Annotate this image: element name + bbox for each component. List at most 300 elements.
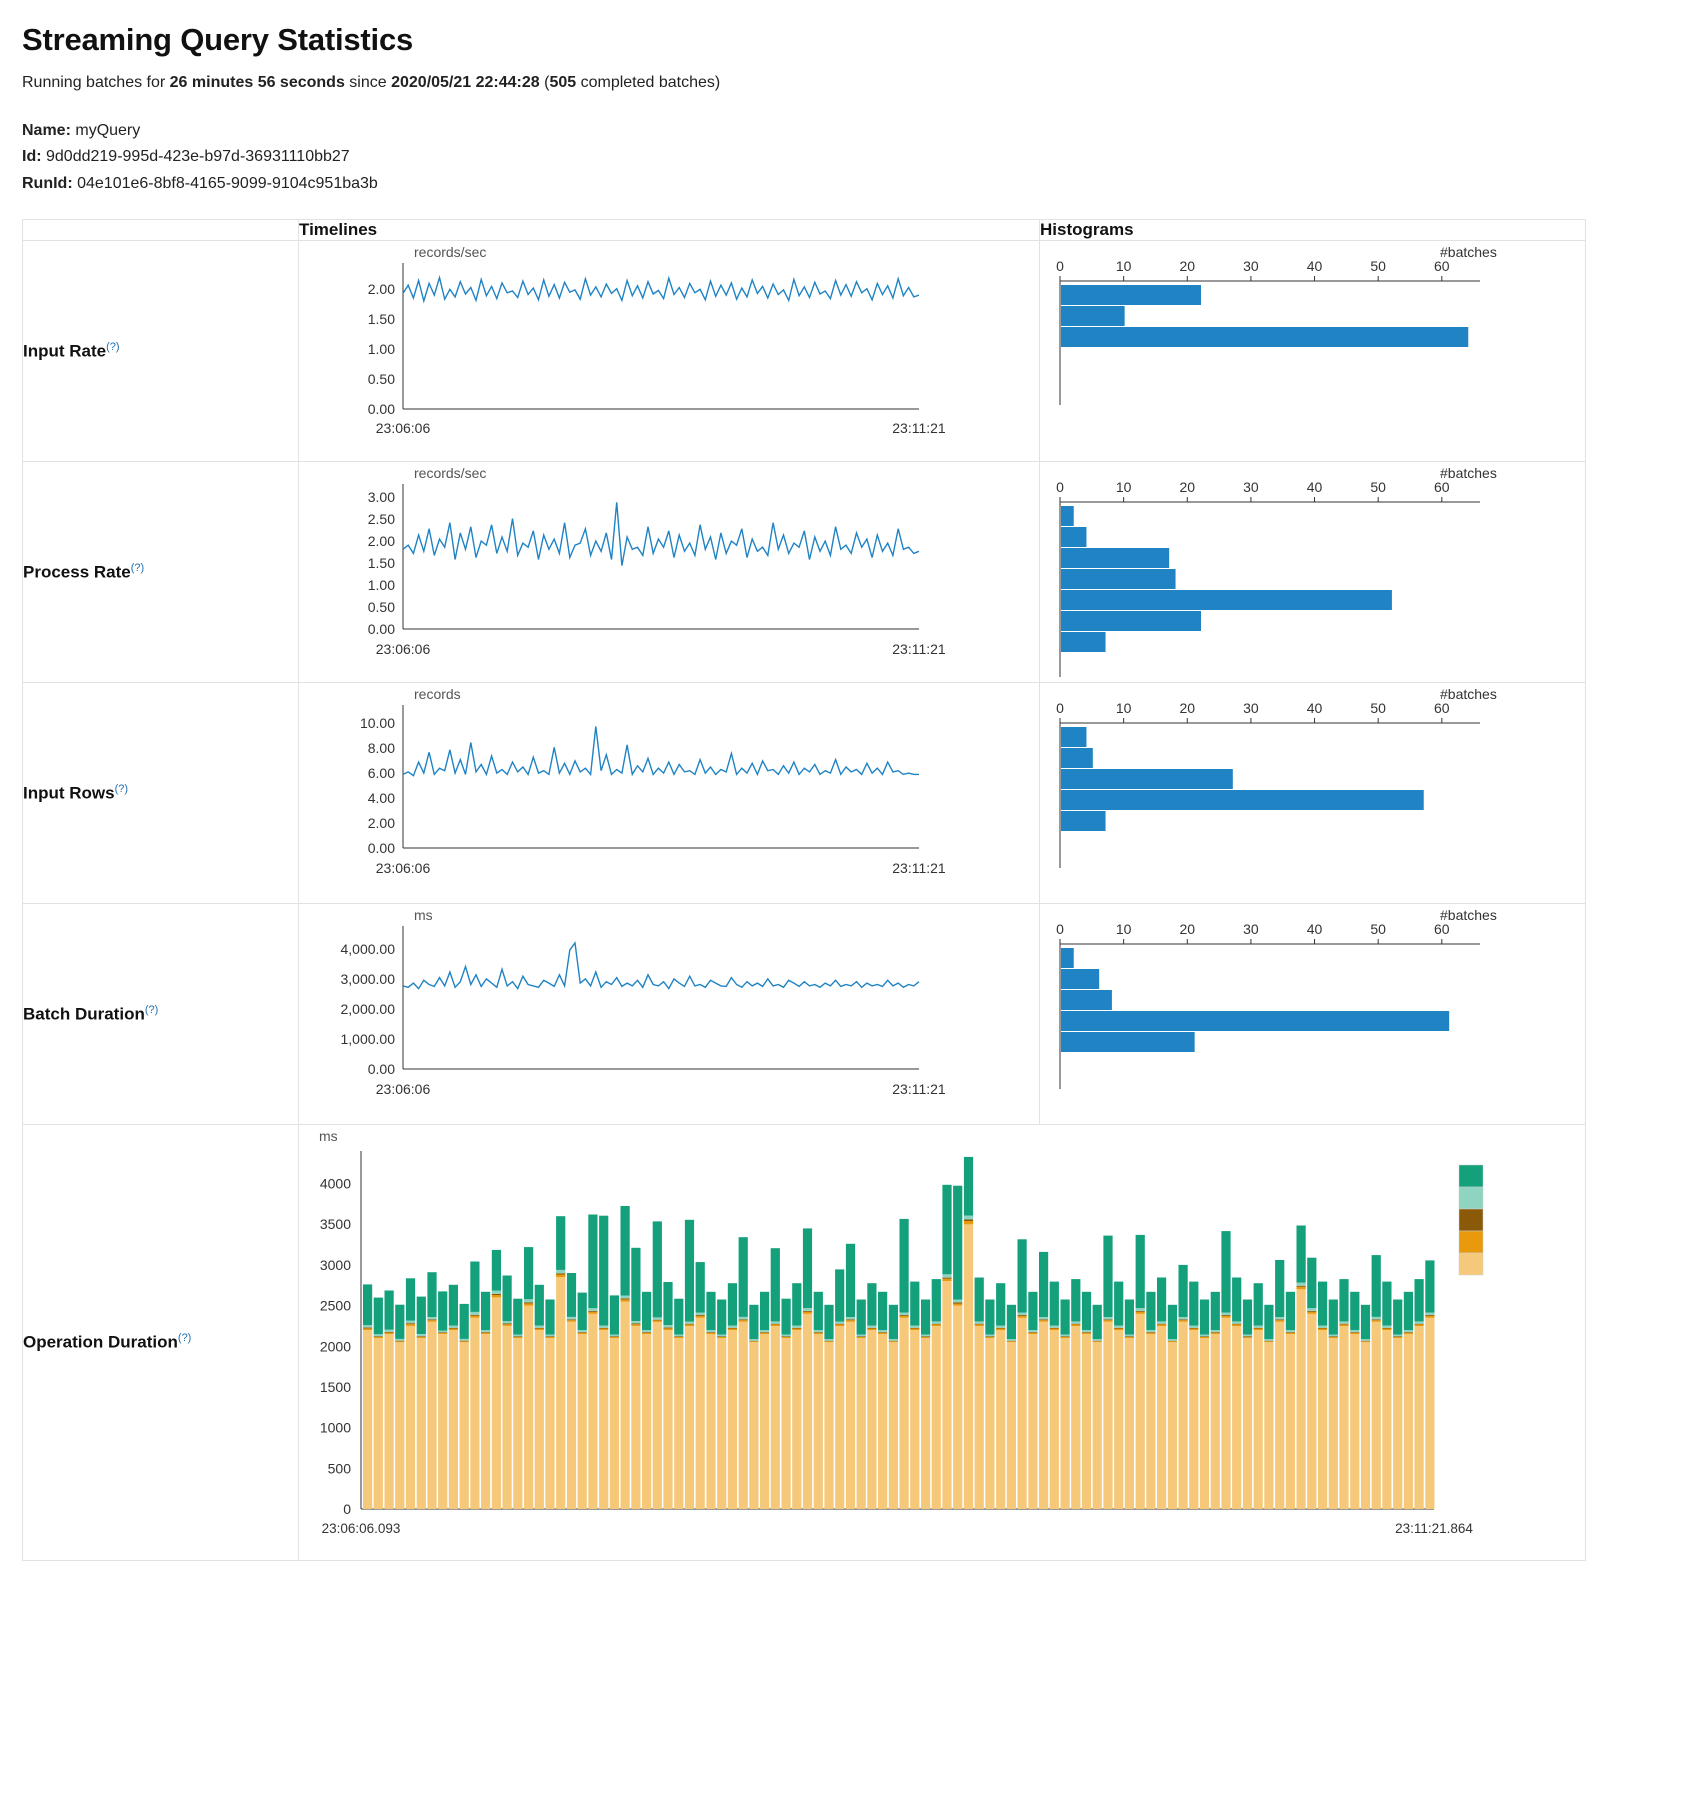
stacked-bar-segment bbox=[985, 1335, 994, 1337]
stacked-bar-segment bbox=[739, 1320, 748, 1322]
stacked-bar-segment bbox=[535, 1285, 544, 1326]
batch-duration-y-unit: ms bbox=[414, 907, 433, 924]
hist-bar bbox=[1061, 969, 1099, 989]
hist-tick-label: 60 bbox=[1434, 258, 1450, 275]
stacked-bar-segment bbox=[1179, 1265, 1188, 1317]
stacked-bar-segment bbox=[503, 1324, 512, 1325]
stacked-bar-segment bbox=[1028, 1292, 1037, 1330]
stacked-bar-segment bbox=[1221, 1318, 1230, 1509]
stacked-bar-segment bbox=[910, 1282, 919, 1326]
stacked-bar-segment bbox=[1264, 1341, 1273, 1342]
stacked-bar-segment bbox=[621, 1302, 630, 1510]
stacked-bar-segment bbox=[395, 1341, 404, 1342]
stacked-bar-segment bbox=[1114, 1330, 1123, 1509]
stacked-bar-segment bbox=[706, 1292, 715, 1330]
stacked-bar-segment bbox=[417, 1336, 426, 1337]
stacked-bar-segment bbox=[953, 1303, 962, 1304]
stacked-bar-segment bbox=[1071, 1279, 1080, 1321]
stacked-bar-segment bbox=[363, 1328, 372, 1329]
row-label-text: Input Rate bbox=[23, 341, 107, 361]
stacked-bar-segment bbox=[1297, 1286, 1306, 1287]
stacked-bar-segment bbox=[964, 1221, 973, 1224]
stacked-bar-segment bbox=[1254, 1330, 1263, 1509]
query-metadata bbox=[22, 118, 1671, 197]
cell-input-rows-timeline bbox=[299, 683, 1040, 904]
stacked-bar-segment bbox=[1404, 1330, 1413, 1332]
stacked-bar-segment bbox=[599, 1216, 608, 1326]
stacked-bar-segment bbox=[760, 1330, 769, 1332]
stacked-bar-segment bbox=[749, 1339, 758, 1341]
stacked-bar-segment bbox=[621, 1300, 630, 1302]
xtick-start: 23:06:06 bbox=[375, 420, 431, 437]
stacked-bar-segment bbox=[953, 1186, 962, 1300]
stacked-bar-segment bbox=[427, 1317, 436, 1319]
stacked-bar-segment bbox=[503, 1326, 512, 1509]
stacked-bar-segment bbox=[803, 1308, 812, 1311]
stacked-bar-segment bbox=[782, 1335, 791, 1337]
stacked-bar-segment bbox=[427, 1322, 436, 1509]
stacked-bar-segment bbox=[803, 1312, 812, 1314]
stacked-bar-segment bbox=[1211, 1332, 1220, 1333]
stacked-bar-segment bbox=[653, 1321, 662, 1323]
meta-runid-row bbox=[22, 171, 1671, 197]
stacked-bar-segment bbox=[588, 1312, 597, 1314]
stacked-bar-segment bbox=[642, 1332, 651, 1333]
stacked-bar-segment bbox=[975, 1326, 984, 1509]
hist-bar bbox=[1061, 769, 1233, 789]
stacked-bar-segment bbox=[1157, 1322, 1166, 1324]
ytick: 4000 bbox=[319, 1175, 351, 1192]
stacked-bar-segment bbox=[363, 1329, 372, 1331]
stacked-bar-segment bbox=[535, 1330, 544, 1509]
stacked-bar-segment bbox=[470, 1262, 479, 1312]
stacked-bar-segment bbox=[1307, 1308, 1316, 1311]
hist-tick-label: 0 bbox=[1056, 921, 1064, 938]
stacked-bar-segment bbox=[996, 1283, 1005, 1325]
stacked-bar-segment bbox=[685, 1326, 694, 1509]
legend-swatch[interactable] bbox=[1459, 1165, 1483, 1187]
stacked-bar-segment bbox=[910, 1328, 919, 1329]
ytick: 2500 bbox=[319, 1297, 351, 1314]
stacked-bar-segment bbox=[760, 1332, 769, 1333]
cell-input-rate-timeline bbox=[299, 241, 1040, 462]
ytick: 8.00 bbox=[367, 740, 395, 757]
hist-tick-label: 50 bbox=[1370, 479, 1386, 496]
stacked-bar-segment bbox=[1307, 1311, 1316, 1312]
stacked-bar-segment bbox=[1061, 1335, 1070, 1337]
stacked-bar-segment bbox=[631, 1248, 640, 1321]
legend-swatch[interactable] bbox=[1459, 1231, 1483, 1253]
stacked-bar-segment bbox=[739, 1237, 748, 1317]
stacked-bar-segment bbox=[1061, 1337, 1070, 1338]
stacked-bar-segment bbox=[900, 1313, 909, 1316]
stacked-bar-segment bbox=[599, 1328, 608, 1329]
stacked-bar-segment bbox=[1039, 1322, 1048, 1509]
operation-duration-wrap bbox=[299, 1125, 1585, 1560]
stacked-bar-segment bbox=[1232, 1322, 1241, 1324]
stacked-bar-segment bbox=[814, 1292, 823, 1330]
stacked-bar-segment bbox=[1254, 1283, 1263, 1325]
hist-tick-label: 40 bbox=[1306, 921, 1323, 938]
legend-swatch[interactable] bbox=[1459, 1253, 1483, 1275]
stacked-bar-segment bbox=[610, 1338, 619, 1509]
xtick-start: 23:06:06 bbox=[375, 1081, 431, 1098]
operation-duration-bars bbox=[363, 1157, 1435, 1509]
stacked-bar-segment bbox=[545, 1337, 554, 1338]
legend-swatch[interactable] bbox=[1459, 1187, 1483, 1209]
stacked-bar-segment bbox=[985, 1338, 994, 1509]
stacked-bar-segment bbox=[1125, 1300, 1134, 1335]
stacked-bar-segment bbox=[1350, 1333, 1359, 1334]
stacked-bar-segment bbox=[1243, 1300, 1252, 1335]
stacked-bar-segment bbox=[867, 1283, 876, 1325]
row-label-text: Batch Duration bbox=[23, 1004, 145, 1024]
stacked-bar-segment bbox=[503, 1276, 512, 1322]
stacked-bar-segment bbox=[599, 1330, 608, 1509]
stacked-bar-segment bbox=[1189, 1282, 1198, 1326]
stacked-bar-segment bbox=[857, 1338, 866, 1509]
stacked-bar-segment bbox=[1136, 1314, 1145, 1509]
stacked-bar-segment bbox=[996, 1329, 1005, 1331]
stacked-bar-segment bbox=[975, 1324, 984, 1325]
stacked-bar-segment bbox=[1393, 1300, 1402, 1335]
stacked-bar-segment bbox=[1372, 1317, 1381, 1319]
stacked-bar-segment bbox=[417, 1297, 426, 1334]
stacked-bar-segment bbox=[1114, 1328, 1123, 1329]
stacked-bar-segment bbox=[578, 1332, 587, 1333]
stacked-bar-segment bbox=[717, 1335, 726, 1337]
stacked-bar-segment bbox=[1071, 1322, 1080, 1324]
header-timelines: Timelines bbox=[299, 220, 1040, 241]
stacked-bar-segment bbox=[814, 1330, 823, 1332]
cell-operation-duration bbox=[299, 1125, 1586, 1561]
stacked-bar-segment bbox=[1425, 1313, 1434, 1316]
stacked-bar-segment bbox=[1404, 1332, 1413, 1333]
hist-bar bbox=[1061, 527, 1086, 547]
hist-tick-label: 0 bbox=[1056, 258, 1064, 275]
stacked-bar-segment bbox=[932, 1325, 941, 1327]
stacked-bar-segment bbox=[503, 1321, 512, 1323]
stacked-bar-segment bbox=[470, 1318, 479, 1509]
row-label-batch-duration bbox=[23, 904, 299, 1125]
stacked-bar-segment bbox=[1082, 1334, 1091, 1509]
stacked-bar-segment bbox=[631, 1321, 640, 1323]
stacked-bar-segment bbox=[889, 1339, 898, 1341]
stacked-bar-segment bbox=[1082, 1292, 1091, 1330]
stacked-bar-segment bbox=[663, 1330, 672, 1509]
stacked-bar-segment bbox=[835, 1270, 844, 1322]
stacked-bar-segment bbox=[1189, 1330, 1198, 1509]
stacked-bar-segment bbox=[363, 1285, 372, 1326]
stacked-bar-segment bbox=[1189, 1329, 1198, 1331]
process-rate-timeline-chart bbox=[299, 462, 999, 677]
stacked-bar-segment bbox=[1050, 1328, 1059, 1329]
process-rate-timeline bbox=[403, 502, 919, 565]
stacked-bar-segment bbox=[524, 1306, 533, 1509]
stacked-bar-segment bbox=[824, 1305, 833, 1339]
stacked-bar-segment bbox=[1275, 1320, 1284, 1321]
stacked-bar-segment bbox=[417, 1334, 426, 1336]
stacked-bar-segment bbox=[975, 1325, 984, 1327]
hist-bar bbox=[1061, 327, 1468, 347]
stacked-bar-segment bbox=[1136, 1312, 1145, 1314]
stacked-bar-segment bbox=[1136, 1308, 1145, 1311]
hist-bar bbox=[1061, 632, 1106, 652]
stacked-bar-segment bbox=[846, 1320, 855, 1321]
xtick-end: 23:11:21 bbox=[892, 860, 946, 877]
stacked-bar-segment bbox=[406, 1278, 415, 1320]
row-label-operation-duration bbox=[23, 1125, 299, 1561]
stacked-bar-segment bbox=[771, 1325, 780, 1327]
table-row bbox=[23, 904, 1586, 1125]
stacked-bar-segment bbox=[900, 1318, 909, 1509]
stacked-bar-segment bbox=[481, 1333, 490, 1334]
stacked-bar-segment bbox=[503, 1324, 512, 1326]
stacked-bar-segment bbox=[1415, 1279, 1424, 1321]
stacked-bar-segment bbox=[374, 1298, 383, 1335]
statistics-table bbox=[22, 219, 1586, 1561]
stacked-bar-segment bbox=[867, 1329, 876, 1331]
stacked-bar-segment bbox=[599, 1329, 608, 1331]
stacked-bar-segment bbox=[749, 1305, 758, 1339]
hist-bar bbox=[1061, 1011, 1449, 1031]
stacked-bar-segment bbox=[878, 1330, 887, 1332]
stacked-bar-segment bbox=[996, 1328, 1005, 1329]
stacked-bar-segment bbox=[1425, 1315, 1434, 1316]
cell-process-rate-histogram bbox=[1040, 462, 1586, 683]
stacked-bar-segment bbox=[1297, 1287, 1306, 1289]
operation-duration-y-unit: ms bbox=[319, 1128, 338, 1145]
stacked-bar-segment bbox=[1168, 1339, 1177, 1341]
hist-tick-label: 30 bbox=[1243, 258, 1259, 275]
stacked-bar-segment bbox=[524, 1299, 533, 1302]
stacked-bar-segment bbox=[1179, 1320, 1188, 1321]
stacked-bar-segment bbox=[578, 1333, 587, 1334]
hist-bar bbox=[1061, 1032, 1195, 1052]
stacked-bar-segment bbox=[824, 1342, 833, 1509]
stacked-bar-segment bbox=[964, 1220, 973, 1222]
stacked-bar-segment bbox=[1254, 1329, 1263, 1331]
hist-tick-label: 50 bbox=[1370, 258, 1386, 275]
stacked-bar-segment bbox=[1221, 1313, 1230, 1316]
stacked-bar-segment bbox=[556, 1216, 565, 1270]
stacked-bar-segment bbox=[1393, 1337, 1402, 1338]
stacked-bar-segment bbox=[921, 1335, 930, 1337]
ytick: 1.50 bbox=[367, 555, 395, 572]
stacked-bar-segment bbox=[1232, 1278, 1241, 1322]
stacked-bar-segment bbox=[470, 1312, 479, 1315]
stacked-bar-segment bbox=[835, 1324, 844, 1325]
stacked-bar-segment bbox=[824, 1341, 833, 1342]
stacked-bar-segment bbox=[889, 1305, 898, 1339]
ytick: 2.00 bbox=[367, 281, 395, 298]
stacked-bar-segment bbox=[685, 1322, 694, 1324]
stacked-bar-segment bbox=[1425, 1316, 1434, 1318]
stacked-bar-segment bbox=[1061, 1338, 1070, 1509]
stacked-bar-segment bbox=[1404, 1333, 1413, 1334]
stacked-bar-segment bbox=[1093, 1305, 1102, 1339]
stacked-bar-segment bbox=[867, 1326, 876, 1328]
hist-tick-label: 20 bbox=[1179, 700, 1196, 717]
stacked-bar-segment bbox=[481, 1330, 490, 1332]
stacked-bar-segment bbox=[824, 1339, 833, 1341]
stacked-bar-segment bbox=[782, 1338, 791, 1509]
hist-bar bbox=[1061, 790, 1424, 810]
stacked-bar-segment bbox=[867, 1330, 876, 1509]
stacked-bar-segment bbox=[674, 1337, 683, 1338]
stacked-bar-segment bbox=[567, 1320, 576, 1321]
stacked-bar-segment bbox=[1264, 1339, 1273, 1341]
stacked-bar-segment bbox=[1007, 1305, 1016, 1339]
row-label-text: Input Rows bbox=[23, 783, 115, 803]
ytick: 1500 bbox=[319, 1379, 351, 1396]
stacked-bar-segment bbox=[663, 1328, 672, 1329]
stacked-bar-segment bbox=[653, 1322, 662, 1509]
stacked-bar-segment bbox=[395, 1342, 404, 1509]
stacked-bar-segment bbox=[1039, 1320, 1048, 1321]
stacked-bar-segment bbox=[1275, 1322, 1284, 1509]
stacked-bar-segment bbox=[610, 1335, 619, 1337]
table-header-row bbox=[23, 220, 1586, 241]
stacked-bar-segment bbox=[588, 1311, 597, 1312]
stacked-bar-segment bbox=[1254, 1328, 1263, 1329]
stacked-bar-segment bbox=[878, 1332, 887, 1333]
ytick: 2000 bbox=[319, 1338, 351, 1355]
batch-duration-timeline-chart bbox=[299, 904, 999, 1119]
stacked-bar-segment bbox=[921, 1337, 930, 1338]
stacked-bar-segment bbox=[1179, 1322, 1188, 1509]
xtick-start: 23:06:06 bbox=[375, 860, 431, 877]
stacked-bar-segment bbox=[449, 1330, 458, 1509]
page-title: Streaming Query Statistics bbox=[22, 22, 414, 57]
stacked-bar-segment bbox=[1361, 1339, 1370, 1341]
stacked-bar-segment bbox=[1157, 1326, 1166, 1509]
stacked-bar-segment bbox=[460, 1341, 469, 1342]
stacked-bar-segment bbox=[1286, 1292, 1295, 1330]
stacked-bar-segment bbox=[696, 1313, 705, 1316]
stacked-bar-segment bbox=[1050, 1326, 1059, 1328]
stacked-bar-segment bbox=[1103, 1317, 1112, 1319]
cell-input-rate-histogram bbox=[1040, 241, 1586, 462]
hist-bar bbox=[1061, 548, 1169, 568]
stacked-bar-segment bbox=[385, 1334, 394, 1509]
row-label-text: Operation Duration bbox=[23, 1333, 178, 1352]
help-icon[interactable]: (?) bbox=[177, 1332, 192, 1345]
ytick: 1,000.00 bbox=[340, 1031, 395, 1048]
table-row bbox=[23, 683, 1586, 904]
stacked-bar-segment bbox=[1018, 1318, 1027, 1509]
stacked-bar-segment bbox=[1093, 1341, 1102, 1342]
stacked-bar-segment bbox=[1318, 1329, 1327, 1331]
stacked-bar-segment bbox=[492, 1298, 501, 1510]
stacked-bar-segment bbox=[1415, 1326, 1424, 1509]
help-icon[interactable]: (?) bbox=[144, 1003, 159, 1016]
stacked-bar-segment bbox=[524, 1303, 533, 1305]
stacked-bar-segment bbox=[696, 1318, 705, 1509]
stacked-bar-segment bbox=[610, 1296, 619, 1335]
stacked-bar-segment bbox=[696, 1316, 705, 1318]
stacked-bar-segment bbox=[1071, 1326, 1080, 1509]
operation-duration-legend[interactable] bbox=[1459, 1165, 1483, 1275]
stacked-bar-segment bbox=[942, 1279, 951, 1281]
stacked-bar-segment bbox=[674, 1338, 683, 1509]
hist-tick-label: 40 bbox=[1306, 479, 1323, 496]
stacked-bar-segment bbox=[1329, 1337, 1338, 1338]
table-row bbox=[23, 1125, 1586, 1561]
ytick: 6.00 bbox=[367, 765, 395, 782]
stacked-bar-segment bbox=[578, 1330, 587, 1332]
stacked-bar-segment bbox=[846, 1322, 855, 1509]
stacked-bar-segment bbox=[438, 1334, 447, 1509]
hist-bar bbox=[1061, 948, 1074, 968]
stacked-bar-segment bbox=[706, 1333, 715, 1334]
stacked-bar-segment bbox=[481, 1334, 490, 1509]
help-icon[interactable]: (?) bbox=[130, 561, 145, 574]
stacked-bar-segment bbox=[685, 1220, 694, 1322]
legend-swatch[interactable] bbox=[1459, 1209, 1483, 1231]
help-icon[interactable]: (?) bbox=[114, 782, 129, 795]
stacked-bar-segment bbox=[1318, 1282, 1327, 1326]
stacked-bar-segment bbox=[1125, 1337, 1134, 1338]
cell-input-rows-histogram bbox=[1040, 683, 1586, 904]
stacked-bar-segment bbox=[1157, 1278, 1166, 1322]
stacked-bar-segment bbox=[427, 1320, 436, 1321]
stacked-bar-segment bbox=[663, 1282, 672, 1325]
stacked-bar-segment bbox=[1146, 1330, 1155, 1332]
stacked-bar-segment bbox=[653, 1222, 662, 1318]
stacked-bar-segment bbox=[363, 1325, 372, 1327]
hist-tick-label: 40 bbox=[1306, 700, 1323, 717]
hist-tick-label: 0 bbox=[1056, 700, 1064, 717]
hist-tick-label: 10 bbox=[1115, 479, 1132, 496]
input-rate-timeline bbox=[403, 278, 919, 301]
stacked-bar-segment bbox=[385, 1332, 394, 1333]
stacked-bar-segment bbox=[674, 1335, 683, 1337]
ytick: 2.00 bbox=[367, 533, 395, 550]
stacked-bar-segment bbox=[674, 1299, 683, 1335]
cell-batch-duration-histogram bbox=[1040, 904, 1586, 1125]
stacked-bar-segment bbox=[1125, 1338, 1134, 1509]
help-icon[interactable]: (?) bbox=[106, 340, 120, 353]
stacked-bar-segment bbox=[1082, 1332, 1091, 1333]
stacked-bar-segment bbox=[460, 1341, 469, 1342]
hist-tick-label: 40 bbox=[1306, 258, 1323, 275]
stacked-bar-segment bbox=[996, 1326, 1005, 1328]
stacked-bar-segment bbox=[1136, 1235, 1145, 1308]
hist-bar bbox=[1061, 506, 1074, 526]
stacked-bar-segment bbox=[792, 1328, 801, 1329]
stacked-bar-segment bbox=[1114, 1282, 1123, 1326]
stacked-bar-segment bbox=[685, 1325, 694, 1327]
stacked-bar-segment bbox=[953, 1300, 962, 1303]
stacked-bar-segment bbox=[1286, 1334, 1295, 1509]
stacked-bar-segment bbox=[921, 1300, 930, 1335]
stacked-bar-segment bbox=[460, 1342, 469, 1509]
stacked-bar-segment bbox=[1146, 1332, 1155, 1333]
stacked-bar-segment bbox=[964, 1224, 973, 1509]
stacked-bar-segment bbox=[1307, 1258, 1316, 1308]
stacked-bar-segment bbox=[1200, 1338, 1209, 1509]
xtick-start: 23:06:06 bbox=[375, 641, 431, 658]
stacked-bar-segment bbox=[1350, 1292, 1359, 1330]
stacked-bar-segment bbox=[621, 1296, 630, 1299]
input-rate-y-unit: records/sec bbox=[414, 244, 487, 261]
stacked-bar-segment bbox=[1093, 1339, 1102, 1341]
stacked-bar-segment bbox=[417, 1337, 426, 1338]
stacked-bar-segment bbox=[374, 1338, 383, 1509]
stacked-bar-segment bbox=[631, 1326, 640, 1509]
stacked-bar-segment bbox=[1136, 1311, 1145, 1312]
